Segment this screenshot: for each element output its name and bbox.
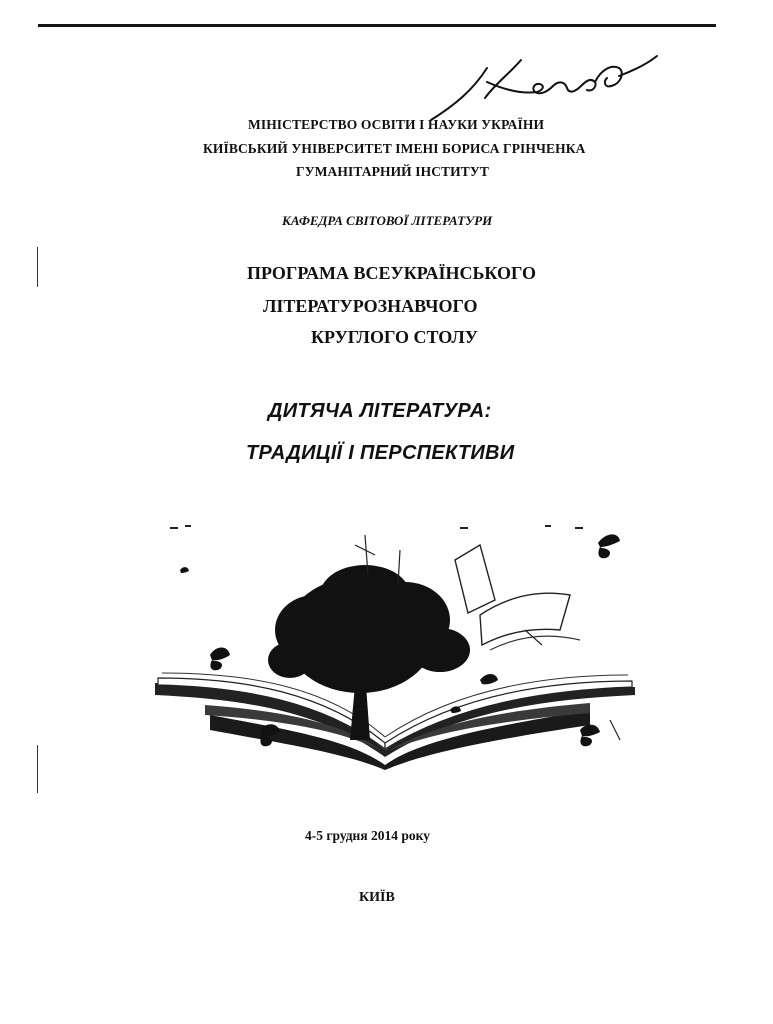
city-name: КИЇВ [359,890,395,905]
program-title-line-1: ПРОГРАМА ВСЕУКРАЇНСЬКОГО [247,263,537,283]
signature-icon [425,50,660,125]
open-book-illustration-icon [150,515,640,770]
top-rule [38,24,716,27]
event-date: 4-5 грудня 2014 року [305,828,430,843]
binding-mark [37,745,38,793]
subtitle-line-2: ТРАДИЦІЇ І ПЕРСПЕКТИВИ [246,442,515,464]
ministry-name: МІНІСТЕРСТВО ОСВІТИ І НАУКИ УКРАЇНИ [248,117,545,132]
program-title-line-2: ЛІТЕРАТУРОЗНАВЧОГО [263,296,478,316]
program-title-line-3: КРУГЛОГО СТОЛУ [311,327,478,347]
subtitle-line-1: ДИТЯЧА ЛІТЕРАТУРА: [268,400,492,422]
binding-mark [37,247,38,287]
university-name: КИЇВСЬКИЙ УНІВЕРСИТЕТ ІМЕНІ БОРИСА ГРІНЧЕНКА [203,141,586,156]
institute-name: ГУМАНІТАРНИЙ ІНСТИТУТ [296,164,489,179]
department-name: КАФЕДРА СВІТОВОЇ ЛІТЕРАТУРИ [282,213,493,228]
